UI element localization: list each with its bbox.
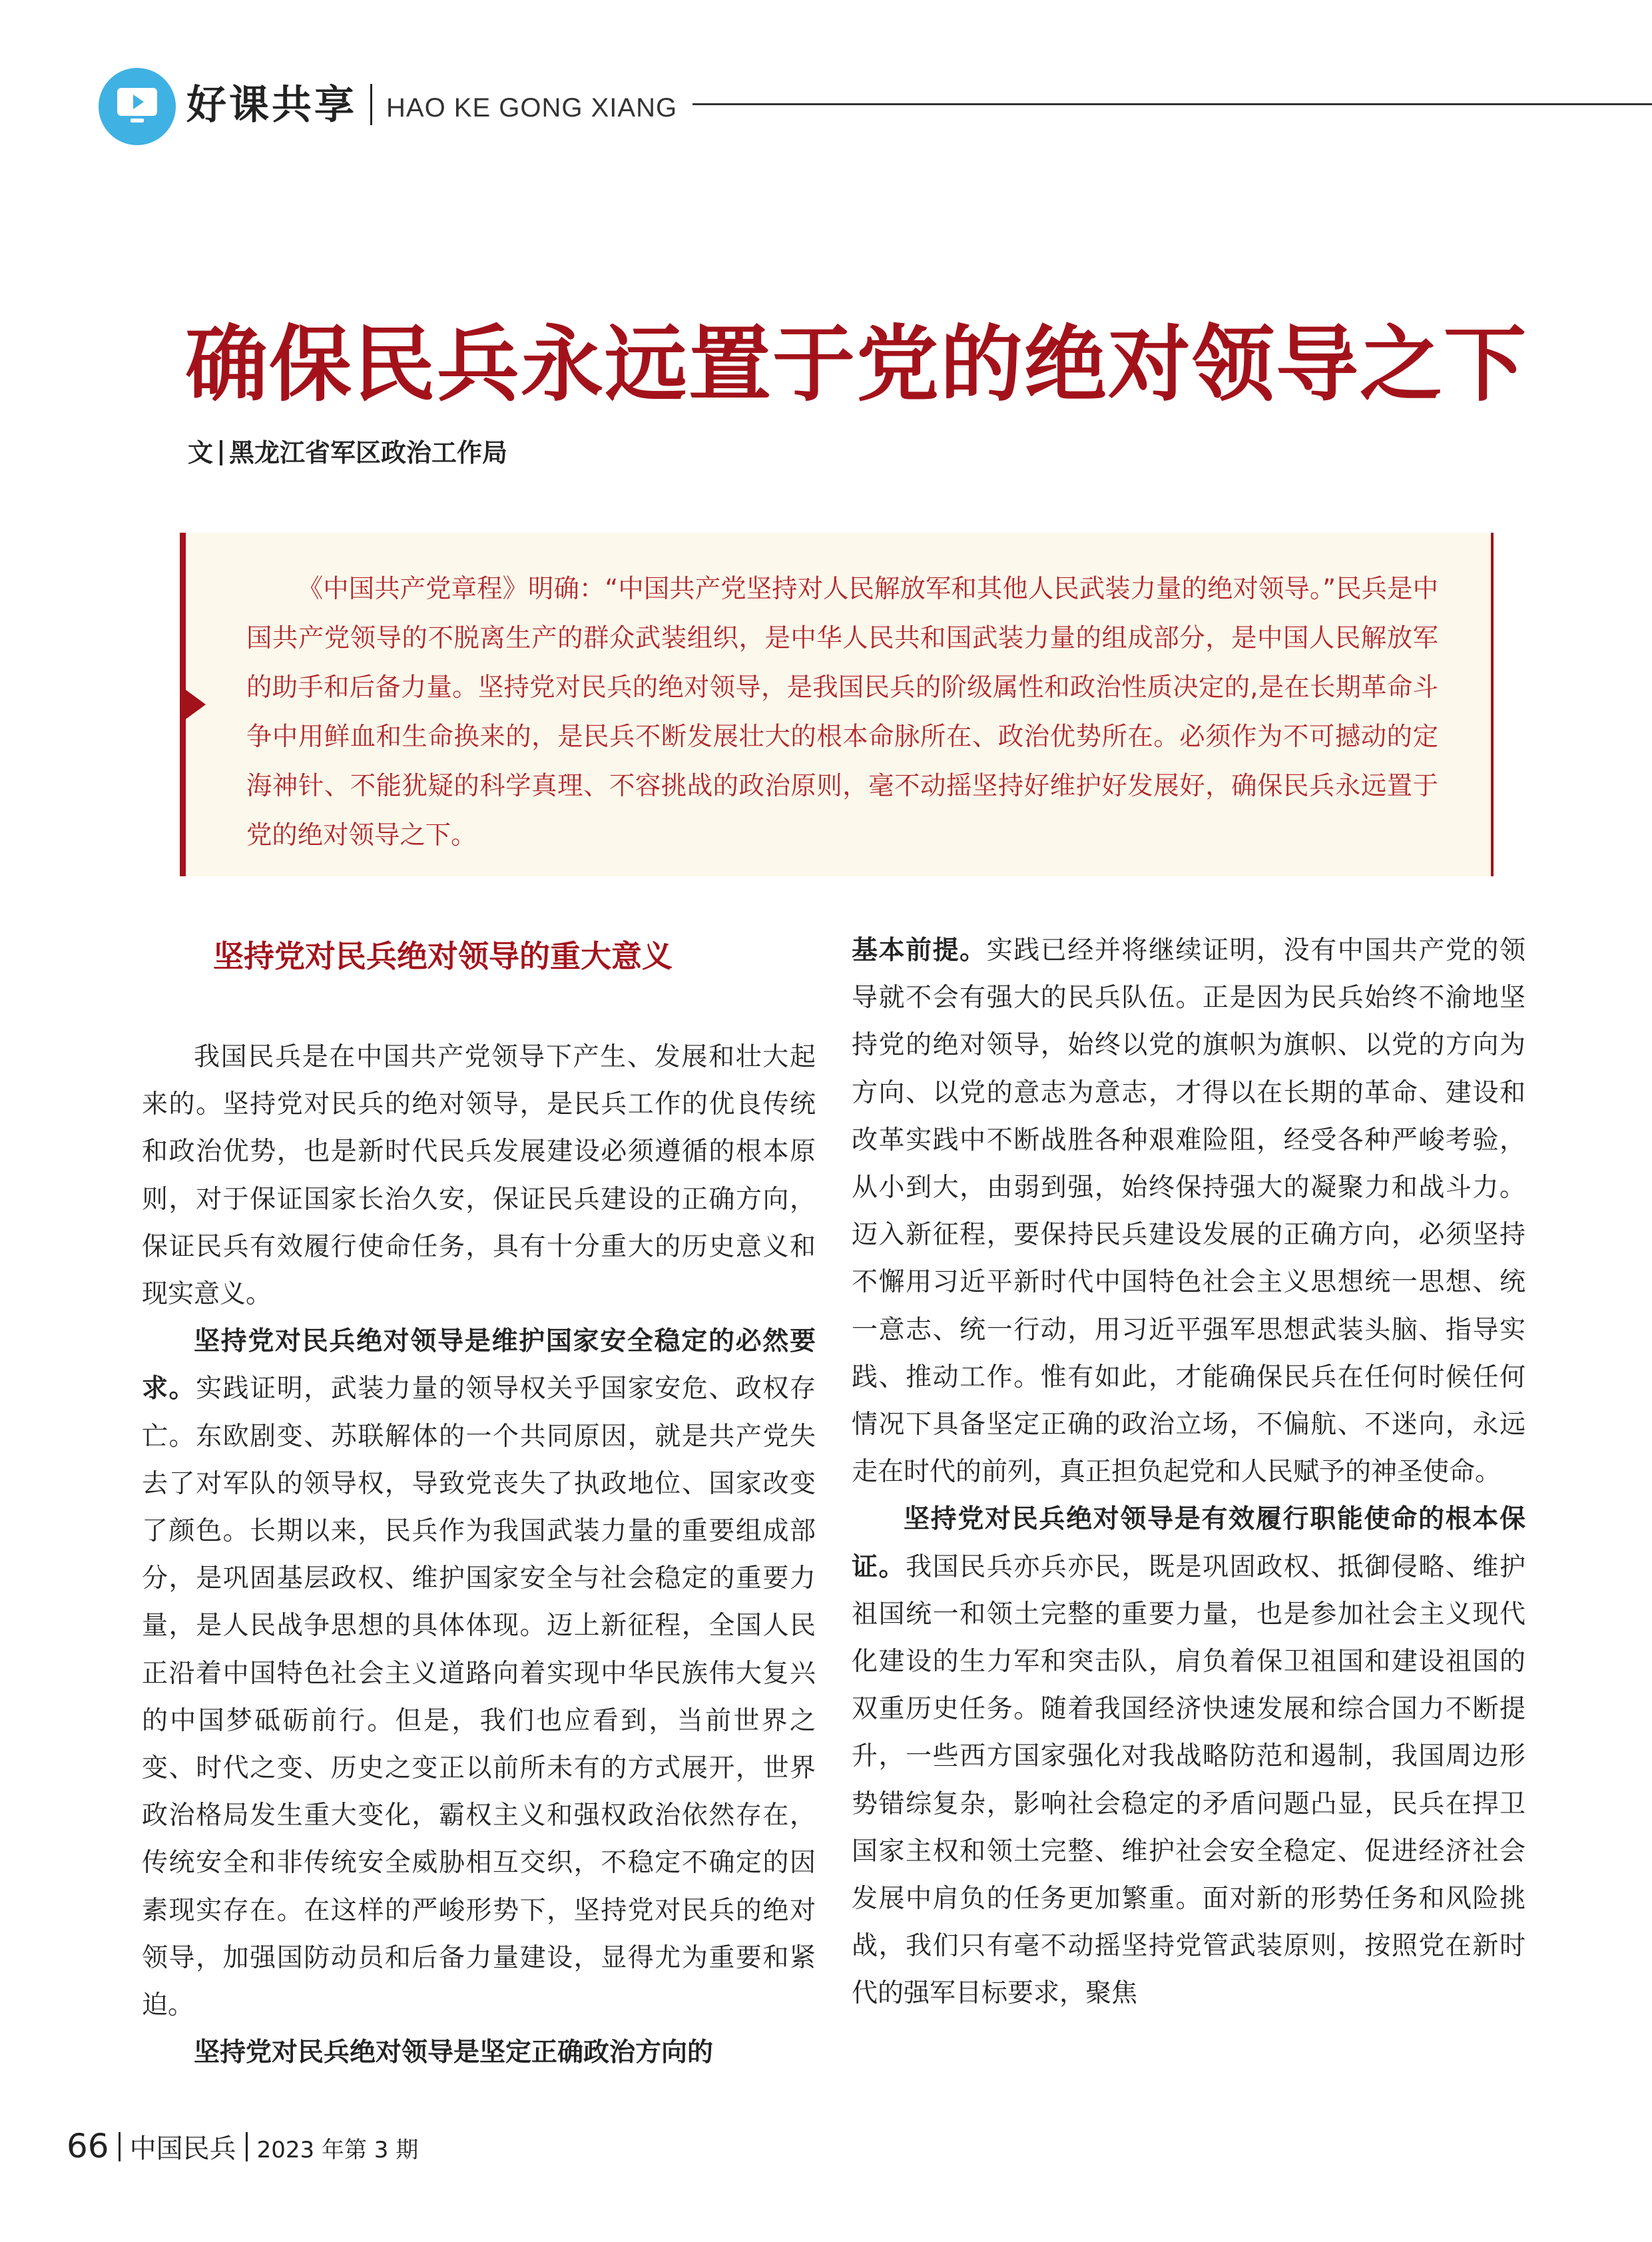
abstract-marker-icon bbox=[186, 690, 206, 719]
left-column bbox=[142, 927, 816, 2076]
page-footer bbox=[67, 2123, 418, 2177]
abstract-left-bar bbox=[180, 533, 186, 876]
byline-prefix: 文 bbox=[188, 438, 214, 467]
header-divider bbox=[370, 84, 372, 125]
section-pinyin: HAO KE GONG XIANG bbox=[386, 93, 678, 123]
paragraph-2-lead: 坚持党对民兵绝对领导是维护国家安全稳定的必然要求。 bbox=[142, 1326, 816, 1404]
abstract-text: 《中国共产党章程》明确：“中国共产党坚持对人民解放军和其他人民武装力量的绝对领导。”民兵是中国共产党领导的不脱离生产的群众武装组织，是中华人民共和国武装力量的组成部分，是中国人民解放军的助手和后备力量。坚持党对民兵的绝对领导，是我国民兵的阶级属性和政治性质决定的,是在长期革命斗争中用鲜血和生命换来的，是民兵不断发展壮大的根本命脉所在、政治优势所在。必须作为不可撼动的定海神针、不能犹疑的科学真理、不容挑战的政治原则，毫不动摇坚持好维护好发展好，确保民兵永远置于党的绝对领导之下。 bbox=[246, 574, 1438, 850]
paragraph-4-text: 我国民兵亦兵亦民，既是巩固政权、抵御侵略、维护祖国统一和领土完整的重要力量，也是参加社会主义现代化建设的生力军和突击队，肩负着保卫祖国和建设祖国的双重历史任务。随着我国经济快速发展和综合国力不断提升，一些西方国家强化对我战略防范和遏制，我国周边形势错综复杂，影响社会稳定的矛盾问题凸显，民兵在捍卫国家主权和领土完整、维护社会安全稳定、促进经济社会发展中肩负的任务更加繁重。面对新的形势任务和风险挑战，我们只有毫不动摇坚持党管武装原则，按照党在新时代的强军目标要求，聚焦 bbox=[852, 1551, 1525, 2009]
byline-divider bbox=[220, 440, 222, 465]
byline-author: 黑龙江省军区政治工作局 bbox=[229, 438, 508, 467]
right-column bbox=[852, 927, 1525, 2018]
header-rule bbox=[692, 103, 1652, 105]
abstract-right-bar bbox=[1491, 533, 1494, 876]
footer-divider bbox=[246, 2132, 248, 2161]
section-title: 好课共享 bbox=[186, 82, 357, 129]
paragraph-2-text: 实践证明，武装力量的领导权关乎国家安危、政权存亡。东欧剧变、苏联解体的一个共同原因，就是共产党失去了对军队的领导权，导致党丧失了执政地位、国家改变了颜色。长期以来，民兵作为我国武装力量的重要组成部分，是巩固基层政权、维护国家安全与社会稳定的重要力量，是人民战争思想的具体体现。迈上新征程，全国人民正沿着中国特色社会主义道路向着实现中华民族伟大复兴的中国梦砥砺前行。但是，我们也应看到，当前世界之变、时代之变、历史之变正以前所未有的方式展开，世界政治格局发生重大变化，霸权主义和强权政治依然存在，传统安全和非传统安全威胁相互交织，不稳定不确定的因素现实存在。在这样的严峻形势下，坚持党对民兵的绝对领导，加强国防动员和后备力量建设，显得尤为重要和紧迫。 bbox=[142, 1374, 816, 2021]
paragraph-3-lead-end: 基本前提。 bbox=[852, 936, 987, 966]
paragraph-3-text: 实践已经并将继续证明，没有中国共产党的领导就不会有强大的民兵队伍。正是因为民兵始终不渝地坚持党的绝对领导，始终以党的旗帜为旗帜、以党的方向为方向、以党的意志为意志，才得以在长期的革命、建设和改革实践中不断战胜各种艰难险阻，经受各种严峻考验，从小到大，由弱到强，始终保持强大的凝聚力和战斗力。迈入新征程，要保持民兵建设发展的正确方向，必须坚持不懈用习近平新时代中国特色社会主义思想统一思想、统一意志、统一行动，用习近平强军思想武装头脑、指导实践、推动工作。惟有如此，才能确保民兵在任何时候任何情况下具备坚定正确的政治立场，不偏航、不迷向，永远走在时代的前列，真正担负起党和人民赋予的神圣使命。 bbox=[852, 936, 1525, 1488]
footer-divider bbox=[119, 2132, 121, 2161]
issue-label: 2023 年第 3 期 bbox=[256, 2137, 419, 2163]
paragraph-3-continued bbox=[852, 927, 1525, 1496]
paragraph-3-lead-left bbox=[142, 2029, 816, 2076]
paragraph-4-lead: 坚持党对民兵绝对领导是有效履行职能使命的根本保证。 bbox=[852, 1504, 1525, 1582]
magazine-name: 中国民兵 bbox=[129, 2133, 236, 2164]
paragraph-3-lead: 坚持党对民兵绝对领导是坚定正确政治方向的 bbox=[194, 2038, 714, 2068]
paragraph-1: 我国民兵是在中国共产党领导下产生、发展和壮大起来的。坚持党对民兵的绝对领导，是民兵工作的优良传统和政治优势，也是新时代民兵发展建设必须遵循的根本原则，对于保证国家长治久安，保证民兵建设的正确方向，保证民兵有效履行使命任务，具有十分重大的历史意义和现实意义。 bbox=[142, 1042, 816, 1310]
paragraph-2 bbox=[142, 1318, 816, 2029]
article-title: 确保民兵永远置于党的绝对领导之下 bbox=[185, 317, 1528, 413]
page-number: 66 bbox=[67, 2127, 109, 2165]
section-heading: 坚持党对民兵绝对领导的重大意义 bbox=[213, 938, 673, 974]
tv-play-icon bbox=[99, 68, 176, 145]
byline bbox=[188, 433, 507, 473]
paragraph-4 bbox=[852, 1496, 1525, 2017]
